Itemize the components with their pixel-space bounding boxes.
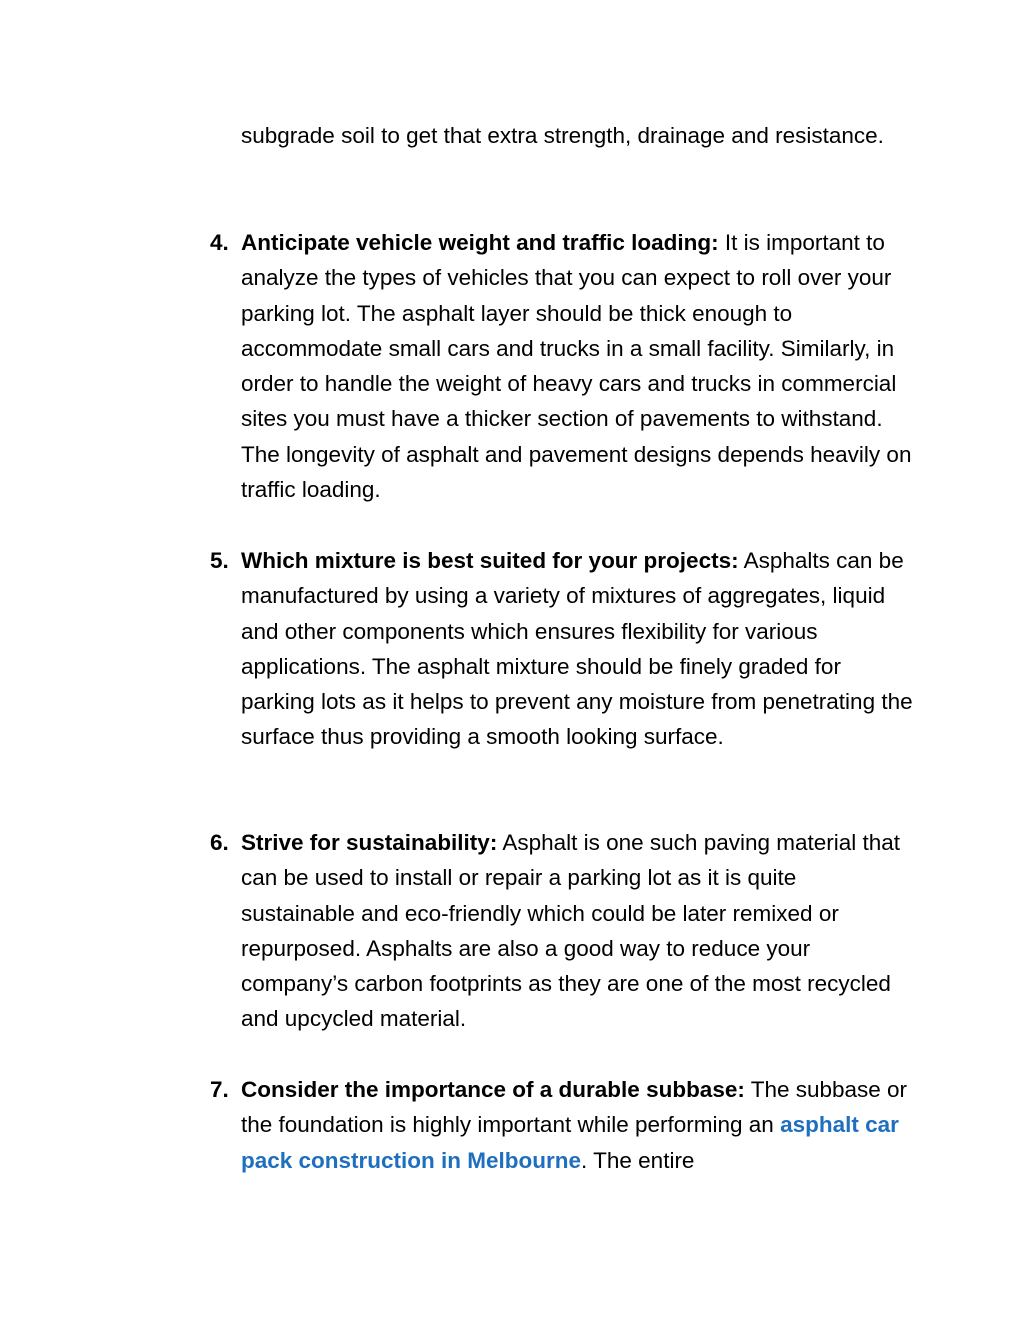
list-item [210,225,913,507]
list-item-heading: Anticipate vehicle weight and traffic loading: [241,230,719,255]
list-item-heading: Which mixture is best suited for your projects: [241,548,739,573]
list-item-heading: Consider the importance of a durable subbase: [241,1077,745,1102]
list-item-tail: . The entire [581,1147,695,1173]
list-item-body: It is important to analyze the types of vehicles that you can expect to roll over your parking lot. The asphalt layer should be thick enough to accommodate small cars and trucks in a small facility. Similarly, in order to handle the weight of heavy cars and trucks in commercial sites you must have a thicker section of pavements to withstand. The longevity of asphalt and pavement designs depends heavily on traffic loading. [241,230,912,503]
list-item-number: 6. [210,830,229,855]
list-item-number: 7. [210,1077,229,1102]
list-item [210,825,913,1037]
list-item-body: Asphalts can be manufactured by using a variety of mixtures of aggregates, liquid and other components which ensures flexibility for various applications. The asphalt mixture should be finely graded for parking lots as it helps to prevent any moisture from penetrating the surface thus providing a smooth looking surface. [241,548,913,750]
list-item [210,1072,913,1178]
continuation-paragraph: subgrade soil to get that extra strength, drainage and resistance. [241,123,884,148]
asphalt-construction-link[interactable]: asphalt car pack construction in Melbourne [241,1112,899,1173]
list-item-number: 4. [210,230,229,255]
list-item-body: The subbase or the foundation is highly important while performing an [241,1077,908,1138]
list-item-body: Asphalt is one such paving material that can be used to install or repair a parking lot as it is quite sustainable and eco-friendly which could be later remixed or repurposed. Asphalts are also a good way to reduce your company’s carbon footprints as they are one of the most recycled and upcycled material. [241,830,901,1032]
list-item [210,543,913,755]
list-item-heading: Strive for sustainability: [241,830,498,855]
list-item-number: 5. [210,548,229,573]
